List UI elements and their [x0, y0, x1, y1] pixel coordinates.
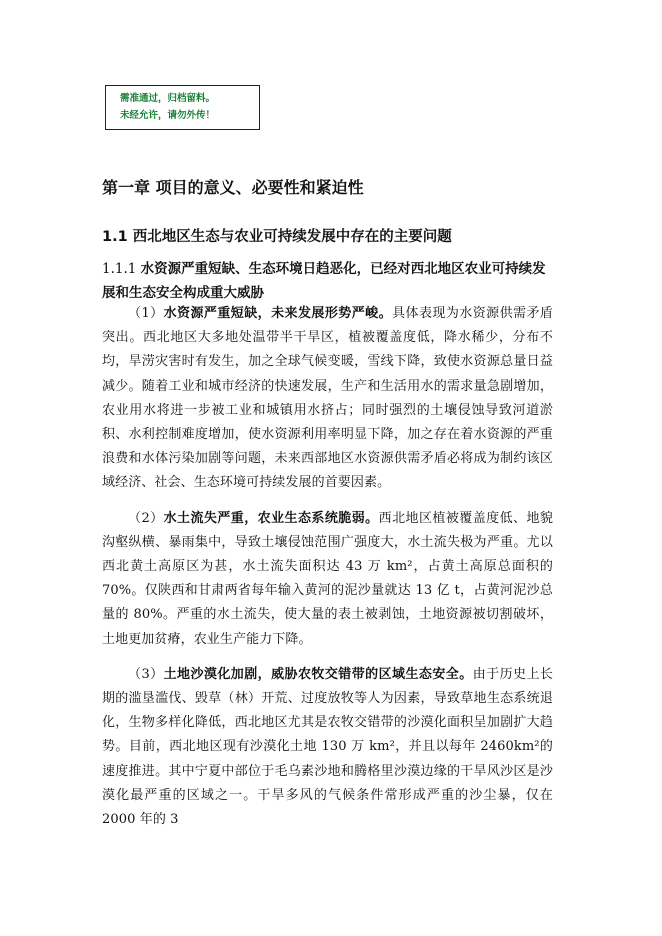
paragraph-text: 由于历史上长期的滥垦滥伐、毁草（林）开荒、过度放牧等人为因素，导致草地生态系统退化，生物多样化降低，西北地区尤其是农牧交错带的沙漠化面积呈加剧扩大趋势。目前，西北地区现有沙漠化土地 130 万 km²，并且以每年 2460km²的速度推进。其中宁夏中部位于毛乌素沙地和腾格里沙漠边缘的干旱风沙区是沙漠化最严重的区域之一。干旱多风的气候条件常形成严重的沙尘暴，仅在 2000 年的 3	[102, 666, 553, 828]
stamp-line-2: 未经允许，请勿外传！	[120, 110, 216, 121]
subsection-title: 水资源严重短缺、生态环境日趋恶化，已经对西北地区农业可持续发展和生态安全构成重大威胁	[102, 261, 546, 301]
approval-stamp	[105, 85, 260, 130]
subsection-heading	[102, 257, 552, 305]
paragraph-3	[102, 663, 553, 832]
paragraph-bold-heading: 水资源严重短缺，未来发展形势严峻。	[163, 306, 393, 321]
paragraph-text: 具体表现为水资源供需矛盾突出。西北地区大多地处温带半干旱区，植被覆盖度低，降水稀少，分布不均，旱涝灾害时有发生，加之全球气候变暖，雪线下降，致使水资源总量日益减少。随着工业和城市经济的快速发展，生产和生活用水的需求量急剧增加，农业用水将进一步被工业和城镇用水挤占；同时强烈的土壤侵蚀导致河道淤积、水利控制难度增加，使水资源利用率明显下降，加之存在着水资源的严重浪费和水体污染加剧等问题，未来西部地区水资源供需矛盾必将成为制约该区域经济、社会、生态环境可持续发展的首要因素。	[102, 306, 553, 491]
chapter-title: 第一章 项目的意义、必要性和紧迫性	[102, 178, 364, 197]
section-title: 1.1 西北地区生态与农业可持续发展中存在的主要问题	[102, 229, 452, 245]
stamp-line-1: 需准通过，归档留料。	[120, 93, 216, 104]
body-text	[102, 302, 553, 843]
paragraph-lead: （3）	[128, 666, 164, 682]
paragraph-lead: （1）	[128, 306, 164, 321]
paragraph-2	[102, 507, 553, 652]
paragraph-1	[102, 302, 553, 496]
paragraph-lead: （2）	[128, 510, 164, 526]
paragraph-bold-heading: 土地沙漠化加剧，威胁农牧交错带的区域生态安全。	[163, 666, 473, 682]
paragraph-bold-heading: 水土流失严重，农业生态系统脆弱。	[163, 510, 379, 526]
paragraph-text: 西北地区植被覆盖度低、地貌沟壑纵横、暴雨集中，导致土壤侵蚀范围广强度大，水土流失极为严重。尤以西北黄土高原区为甚，水土流失面积达 43 万 km²，占黄土高原总面积的 70%。仅陕西和甘肃两省每年输入黄河的泥沙量就达 13 亿 t，占黄河泥沙总量的 80%。严重的水土流失，使大量的表土被剥蚀，土地资源被切割破坏，土地更加贫瘠，农业生产能力下降。	[102, 510, 553, 647]
subsection-number: 1.1.1	[102, 261, 141, 277]
